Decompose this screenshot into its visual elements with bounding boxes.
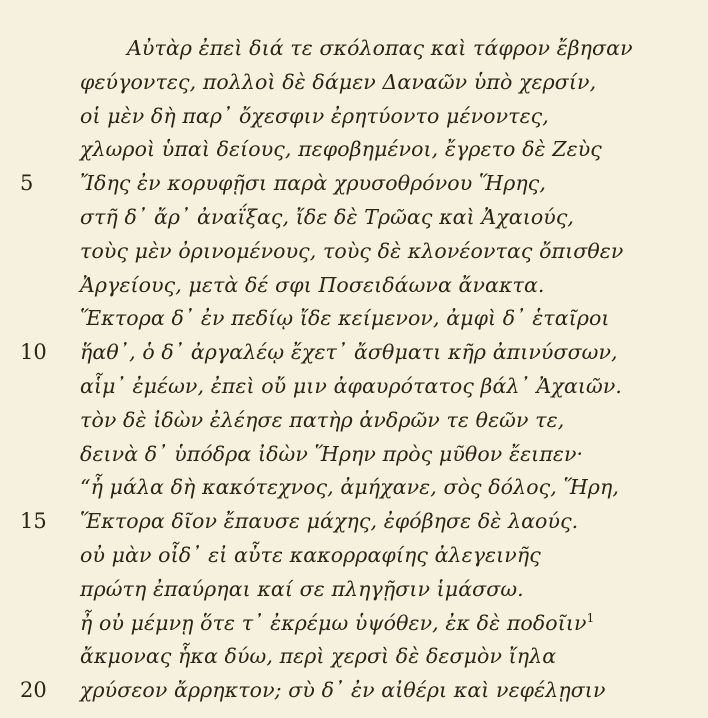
verse-text-content: φεύγοντες, πολλοὶ δὲ δάμεν Δαναῶν ὑπὸ χερσίν, bbox=[80, 69, 597, 94]
verse-text-content: οἱ μὲν δὴ παρ᾽ ὄχεσφιν ἐρητύοντο μένοντες, bbox=[80, 103, 549, 128]
verse-text-content: Ἕκτορα δῖον ἔπαυσε μάχης, ἐφόβησε δὲ λαούς. bbox=[80, 509, 579, 534]
verse-line bbox=[0, 269, 708, 303]
line-number: 20 bbox=[20, 678, 47, 703]
verse-text-content: τοὺς μὲν ὀρινομένους, τοὺς δὲ κλονέοντας ὄπισθεν bbox=[80, 238, 624, 263]
verse-text bbox=[80, 370, 622, 404]
verse-line bbox=[0, 404, 708, 438]
verse-line bbox=[0, 336, 708, 370]
verse-line bbox=[0, 201, 708, 235]
verse-text bbox=[80, 133, 602, 167]
verse-text-content: οὐ μὰν οἶδ᾽ εἰ αὖτε κακορραφίης ἀλεγεινῆς bbox=[80, 542, 541, 567]
verse-line bbox=[0, 640, 708, 674]
verse-text bbox=[80, 539, 541, 573]
verse-text bbox=[80, 471, 619, 505]
verse-text-content: χρύσεον ἄρρηκτον; σὺ δ᾽ ἐν αἰθέρι καὶ νεφέλῃσιν bbox=[80, 678, 606, 703]
verse-line bbox=[0, 235, 708, 269]
verse-text bbox=[80, 100, 549, 134]
verse-text-content: “ἦ μάλα δὴ κακότεχνος, ἀμήχανε, σὸς δόλος, Ἥρη, bbox=[80, 475, 619, 500]
verse-line bbox=[0, 438, 708, 472]
verse-text bbox=[80, 66, 596, 100]
verse-text-content: ἄκμονας ἧκα δύω, περὶ χερσὶ δὲ δεσμὸν ἴηλα bbox=[80, 644, 557, 669]
verse-line bbox=[0, 505, 708, 539]
verse-text bbox=[127, 32, 633, 66]
verse-text-content: τὸν δὲ ἰδὼν ἐλέησε πατὴρ ἀνδρῶν τε θεῶν τε, bbox=[80, 407, 565, 432]
verse-line bbox=[0, 370, 708, 404]
verse-text bbox=[80, 302, 610, 336]
verse-text bbox=[80, 640, 556, 674]
verse-text-content: Αὐτὰρ ἐπεὶ διά τε σκόλοπας καὶ τάφρον ἔβησαν bbox=[127, 36, 633, 60]
verse-text-content: Ἴδης ἐν κορυφῇσι παρὰ χρυσοθρόνου Ἥρης, bbox=[80, 171, 547, 196]
verse-line bbox=[0, 674, 708, 708]
verse-line bbox=[0, 66, 708, 100]
verse-line bbox=[0, 133, 708, 167]
verse-text-content: αἷμ᾽ ἐμέων, ἐπεὶ οὔ μιν ἀφαυρότατος βάλ᾽ Ἀχαιῶν. bbox=[80, 373, 623, 398]
line-number: 15 bbox=[20, 509, 47, 534]
verse-text bbox=[80, 235, 623, 269]
verse-line bbox=[0, 573, 708, 607]
line-number: 5 bbox=[20, 171, 34, 196]
verse-text-content: στῆ δ᾽ ἄρ᾽ ἀναΐξας, ἴδε δὲ Τρῶας καὶ Ἀχαιούς, bbox=[80, 204, 575, 229]
verse-text-content: δεινὰ δ᾽ ὑπόδρα ἰδὼν Ἥρην πρὸς μῦθον ἔειπεν· bbox=[80, 441, 584, 466]
verse-text bbox=[80, 201, 574, 235]
verse-text-content: χλωροὶ ὑπαὶ δείους, πεφοβημένοι, ἔγρετο δὲ Ζεὺς bbox=[80, 137, 602, 162]
verse-line bbox=[0, 167, 708, 201]
verse-text bbox=[80, 438, 583, 472]
verse-text-block bbox=[0, 32, 708, 708]
line-number: 10 bbox=[20, 340, 47, 365]
verse-text-content: πρώτη ἐπαύρηαι καί σε πληγῇσιν ἱμάσσω. bbox=[80, 576, 524, 601]
footnote-marker[interactable]: 1 bbox=[586, 610, 595, 625]
verse-text bbox=[80, 167, 546, 201]
verse-line bbox=[0, 100, 708, 134]
verse-text-content: ἦ οὐ μέμνῃ ὅτε τ᾽ ἐκρέμω ὑψόθεν, ἐκ δὲ ποδοῖιν bbox=[80, 610, 587, 635]
verse-line bbox=[0, 539, 708, 573]
verse-line bbox=[0, 607, 708, 641]
verse-text-content: Ἕκτορα δ᾽ ἐν πεδίῳ ἴδε κείμενον, ἀμφὶ δ᾽ ἑταῖροι bbox=[80, 306, 610, 331]
verse-text bbox=[80, 269, 545, 303]
verse-line bbox=[0, 471, 708, 505]
verse-text bbox=[80, 505, 578, 539]
verse-text bbox=[80, 607, 594, 641]
verse-text bbox=[80, 674, 606, 708]
verse-text bbox=[80, 573, 524, 607]
verse-line bbox=[0, 32, 708, 66]
verse-line bbox=[0, 302, 708, 336]
verse-text-content: ἥαθ᾽, ὁ δ᾽ ἀργαλέῳ ἔχετ᾽ ἄσθματι κῆρ ἀπινύσσων, bbox=[80, 340, 618, 365]
verse-text-content: Ἀργείους, μετὰ δέ σφι Ποσειδάωνα ἄνακτα. bbox=[80, 272, 545, 297]
verse-text bbox=[80, 404, 564, 438]
verse-text bbox=[80, 336, 618, 370]
